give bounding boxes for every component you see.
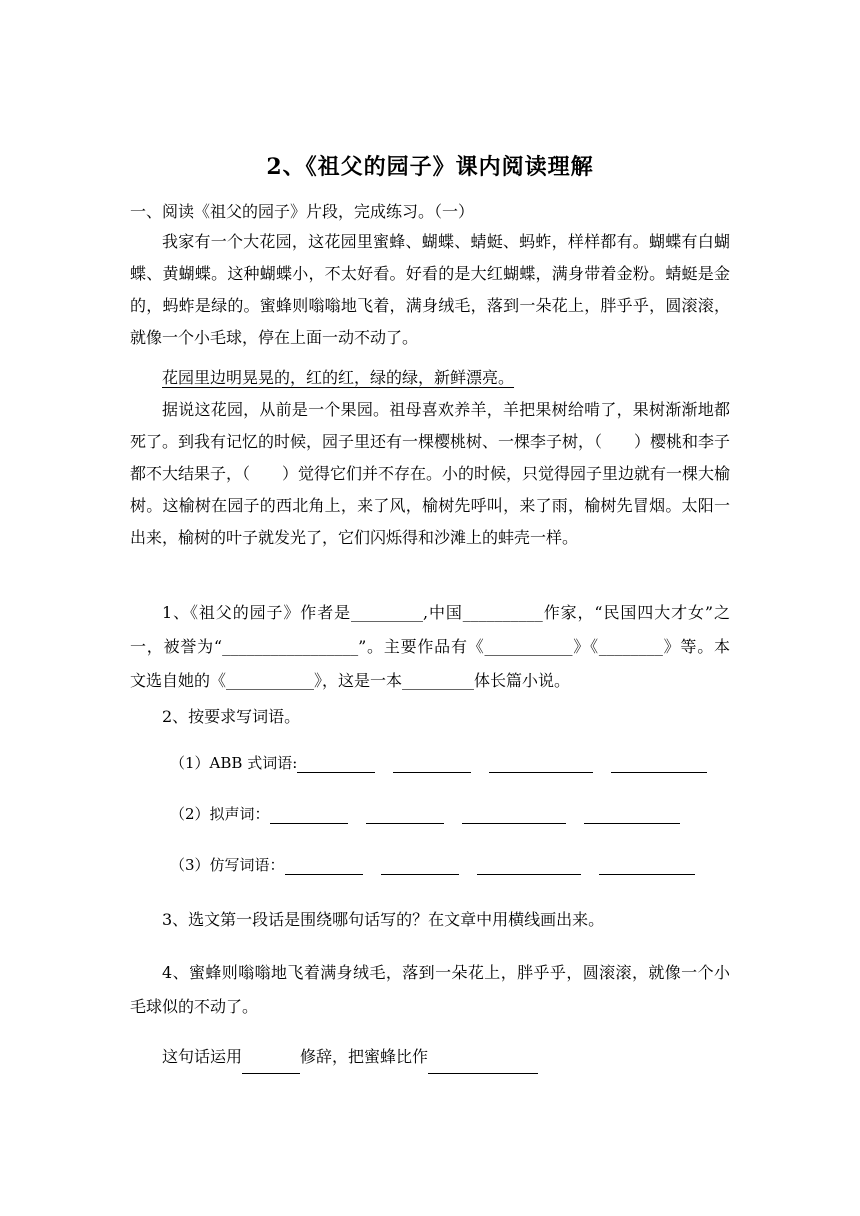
question-2-sub-2	[170, 803, 698, 824]
question-3: 3、选文第一段话是围绕哪句话写的？在文章中用横线画出来。	[162, 910, 605, 929]
answer-blank[interactable]	[270, 805, 348, 824]
q5-text-b: 修辞，把蜜蜂比作	[300, 1047, 429, 1066]
q5-text-a: 这句话运用	[162, 1047, 243, 1066]
answer-blank[interactable]	[285, 856, 363, 875]
answer-blank[interactable]	[477, 856, 581, 875]
sub-2-label: （2）拟声词：	[170, 805, 270, 823]
sub-1-label: （1）ABB 式词语:	[170, 754, 298, 772]
passage-paragraph-2	[130, 362, 730, 394]
answer-blank[interactable]	[428, 1055, 538, 1074]
underlined-sentence: 花园里边明晃晃的，红的红，绿的绿，新鲜漂亮。	[162, 368, 515, 387]
answer-blank[interactable]	[242, 1055, 300, 1074]
question-1: 1、《祖父的园子》作者是_________,中国__________作家，“民国四大才女”之一，被誉为“_________________”。主要作品有《___________》《________》等。本文选自她的《___________》，这是一本_________体长篇小说。	[130, 603, 730, 690]
answer-blank[interactable]	[462, 805, 566, 824]
answer-blank[interactable]	[393, 754, 471, 773]
sub-3-label: （3）仿写词语：	[170, 856, 285, 874]
passage-paragraph-3: 据说这花园，从前是一个果园。祖母喜欢养羊，羊把果树给啃了，果树渐渐地都死了。到我有记忆的时候，园子里还有一棵樱桃树、一棵李子树，（ ）樱桃和李子都不大结果子，（ ）觉得它们并不存在。小的时候，只觉得园子里边就有一棵大榆树。这榆树在园子的西北角上，来了风，榆树先呼叫，来了雨，榆树先冒烟。太阳一出来，榆树的叶子就发光了，它们闪烁得和沙滩上的蚌壳一样。	[130, 400, 731, 547]
question-4: 4、蜜蜂则嗡嗡地飞着满身绒毛，落到一朵花上，胖乎乎，圆滚滚，就像一个小毛球似的不动了。	[130, 963, 730, 1016]
answer-blank[interactable]	[599, 856, 695, 875]
answer-blank[interactable]	[297, 754, 375, 773]
answer-blank[interactable]	[584, 805, 680, 824]
answer-blank[interactable]	[489, 754, 593, 773]
answer-blank[interactable]	[381, 856, 459, 875]
answer-blank[interactable]	[611, 754, 707, 773]
passage-paragraph-1: 我家有一个大花园，这花园里蜜蜂、蝴蝶、蜻蜓、蚂蚱，样样都有。蝴蝶有白蝴蝶、黄蝴蝶。这种蝴蝶小，不太好看。好看的是大红蝴蝶，满身带着金粉。蜻蜓是金的，蚂蚱是绿的。蜜蜂则嗡嗡地飞着，满身绒毛，落到一朵花上，胖乎乎，圆滚滚，就像一个小毛球，停在上面一动不动了。	[130, 232, 730, 347]
section-heading: 一、阅读《祖父的园子》片段，完成练习。（一）	[130, 202, 475, 221]
question-2-sub-3	[170, 854, 713, 875]
answer-blank[interactable]	[366, 805, 444, 824]
question-5	[162, 1040, 762, 1074]
page-title: 2、《祖父的园子》课内阅读理解	[266, 154, 594, 180]
question-2-sub-1	[170, 752, 725, 773]
question-2: 2、按要求写词语。	[162, 707, 301, 726]
